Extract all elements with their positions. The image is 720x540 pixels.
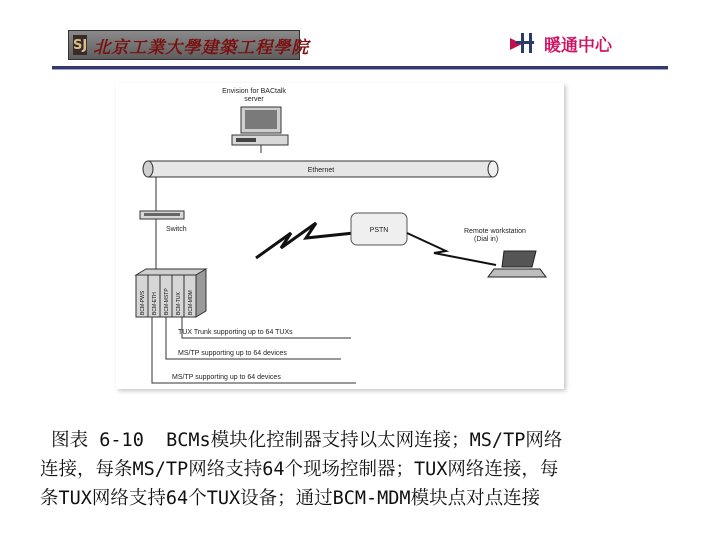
- module-label-3: BCM-MSTP: [164, 288, 170, 315]
- logo-mark: SJ: [73, 35, 87, 55]
- dialup-link: [256, 223, 354, 258]
- switch-label: Switch: [166, 226, 187, 233]
- module-label-1: BCM-PWS: [140, 290, 146, 315]
- ht-logo-icon: [508, 30, 538, 56]
- tux-trunk-label: TUX Trunk supporting up to 64 TUXs: [178, 329, 293, 336]
- remote-label-1: Remote workstation: [464, 228, 526, 235]
- module-label-2: BCM-ETH: [152, 292, 158, 315]
- mstp-label-2: MS/TP supporting up to 64 devices: [172, 374, 281, 381]
- bcm-controller-rack: [136, 269, 206, 317]
- ethernet-label: Ethernet: [307, 167, 335, 174]
- logo-text: 北京工業大學建築工程學院: [93, 37, 310, 58]
- brand-label: 暖通中心: [544, 35, 612, 56]
- remote-label-2: (Dial in): [474, 236, 499, 243]
- server-computer-icon: [232, 107, 288, 153]
- network-diagram: [116, 83, 564, 389]
- mstp-label-1: MS/TP supporting up to 64 devices: [178, 350, 287, 357]
- caption-line-3: 条TUX网络支持64个TUX设备；通过BCM-MDM模块点对点连接: [40, 488, 541, 509]
- brand: [508, 30, 612, 56]
- caption-line-2: 连接，每条MS/TP网络支持64个现场控制器；TUX网络连接，每: [40, 459, 559, 480]
- header-rule: [52, 66, 668, 70]
- caption-line-1: 图表 6-10 BCMs模块化控制器支持以太网连接；MS/TP网络: [40, 430, 563, 451]
- switch-icon: [140, 211, 184, 219]
- diagram-svg: [116, 83, 564, 389]
- university-logo: [68, 30, 310, 60]
- module-label-5: BCM-MDM: [188, 290, 194, 315]
- figure-caption: [40, 426, 690, 513]
- server-label-1: Envision for BACtalk: [222, 88, 286, 95]
- pstn-label: PSTN: [369, 227, 389, 234]
- server-label-2: server: [244, 96, 264, 103]
- module-label-4: BCM-TUX: [176, 292, 182, 315]
- laptop-icon: [488, 251, 546, 277]
